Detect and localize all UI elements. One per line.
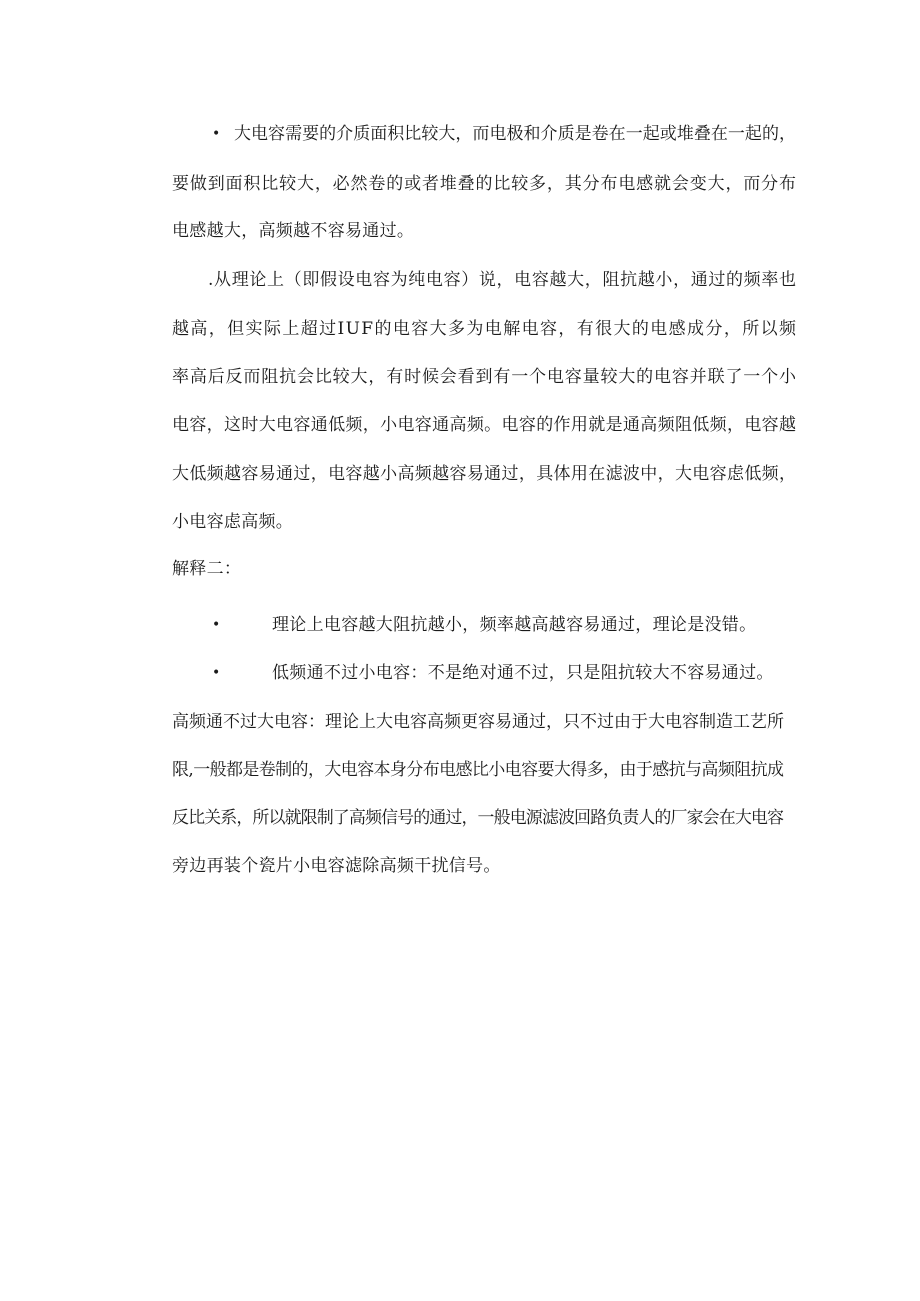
paragraph1-line: 电感越大，高频越不容易通过。 <box>172 221 415 241</box>
paragraph3-line: 旁边再装个瓷片小电容滤除高频干扰信号。 <box>172 856 501 876</box>
paragraph1-line: 要做到面积比较大，必然卷的或者堆叠的比较多，其分布电感就会变大，而分布 <box>172 174 797 194</box>
bullet-item: 低频通不过小电容：不是绝对通不过，只是阻抗较大不容易通过。 <box>272 663 774 683</box>
bullet-item: 理论上电容越大阻抗越小，频率越高越容易通过，理论是没错。 <box>272 615 757 635</box>
section-heading: 解释二： <box>172 559 242 579</box>
paragraph3-line: 高频通不过大电容：理论上大电容高频更容易通过，只不过由于大电容制造工艺所 <box>172 712 784 732</box>
bullet-icon: • <box>212 617 221 633</box>
paragraph3-line: 反比关系，所以就限制了高频信号的通过，一般电源滤波回路负责人的厂家会在大电容 <box>172 808 784 828</box>
paragraph1-line: 大电容需要的介质面积比较大，而电极和介质是卷在一起或堆叠在一起的， <box>234 124 797 144</box>
paragraph2-line: 越高，但实际上超过IUF的电容大多为电解电容，有很大的电感成分，所以频 <box>172 319 798 339</box>
paragraph3-line: 限,一般都是卷制的，大电容本身分布电感比小电容要大得多，由于感抗与高频阻抗成 <box>172 760 784 780</box>
bullet-icon: • <box>212 126 221 142</box>
paragraph2-line: 小电容虑高频。 <box>172 512 294 532</box>
paragraph2-line: .从理论上（即假设电容为纯电容）说，电容越大，阻抗越小，通过的频率也 <box>208 270 797 290</box>
paragraph2-line: 率高后反而阻抗会比较大，有时候会看到有一个电容量较大的电容并联了一个小 <box>172 367 797 387</box>
paragraph2-line: 电容，这时大电容通低频，小电容通高频。电容的作用就是通高频阻低频，电容越 <box>172 415 797 435</box>
paragraph2-line: 大低频越容易通过，电容越小高频越容易通过，具体用在滤波中，大电容虑低频， <box>172 464 797 484</box>
bullet-icon: • <box>212 665 221 681</box>
